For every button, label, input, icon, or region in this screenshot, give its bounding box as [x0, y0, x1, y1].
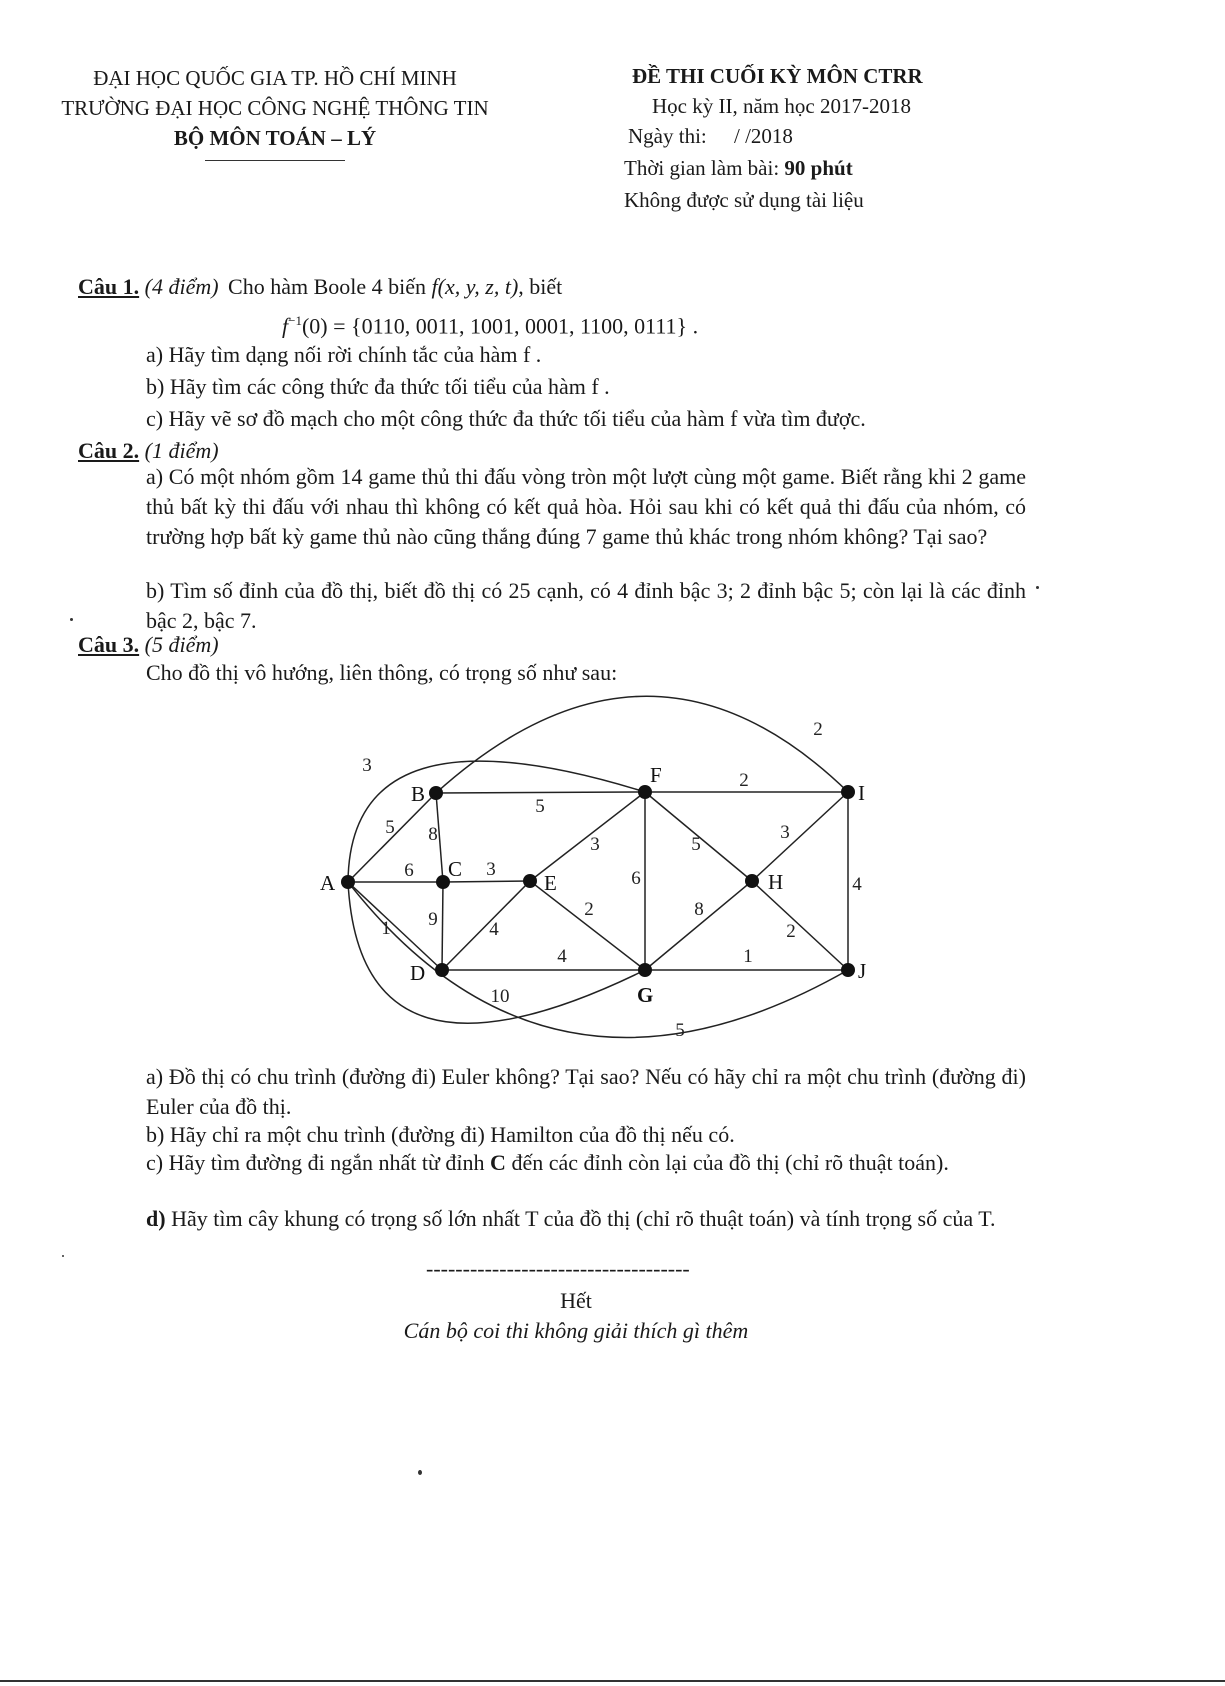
exam-duration-label: Thời gian làm bài: [624, 156, 780, 180]
semester-info: Học kỳ II, năm học 2017-2018 [652, 94, 911, 118]
question-3d-text: Hãy tìm cây khung có trọng số lớn nhất T của đồ thị (chỉ rõ thuật toán) và tính trọng số của T. [171, 1206, 996, 1231]
exam-note: Không được sử dụng tài liệu [624, 188, 864, 212]
scan-speck [70, 618, 73, 621]
graph-edge-a-j [348, 882, 848, 1038]
edge-weight-a-g: 10 [490, 986, 510, 1007]
graph-edge-b-f [436, 792, 645, 793]
question-3c [146, 1148, 1026, 1178]
edge-weight-c-e: 3 [486, 859, 496, 880]
exam-duration-value: 90 phút [784, 156, 853, 180]
vertex-label-e: E [544, 871, 557, 895]
edge-weight-h-i: 3 [780, 822, 790, 843]
edge-weight-c-d: 9 [428, 909, 438, 930]
question-3-label: Câu 3. [78, 632, 140, 657]
scan-edge-line [0, 1680, 1225, 1682]
question-1-intro: Cho hàm Boole 4 biến [228, 274, 427, 299]
vertex-d [435, 963, 449, 977]
question-1-intro-end: , biết [518, 274, 563, 299]
department-name: BỘ MÔN TOÁN – LÝ [173, 126, 377, 150]
question-2a: a) Có một nhóm gồm 14 game thủ thi đấu vòng tròn một lượt cùng một game. Biết rằng khi 2 game thủ bất kỳ thi đấu với nhau thì không có kết quả hòa. Hỏi sau khi có kết quả thi đấu của nhóm, có trường hợp bất kỳ game thủ nào cũng thắng đúng 7 game thủ khác trong nhóm không? Tại sao? [146, 464, 1026, 549]
question-2-points: (1 điểm) [144, 438, 219, 463]
edge-weight-a-f: 3 [362, 755, 372, 776]
graph-edge-c-e [443, 881, 530, 882]
edge-weight-g-j: 1 [743, 946, 753, 967]
vertex-label-c: C [448, 857, 463, 881]
vertex-b [429, 786, 443, 800]
question-3c-vertex: C [490, 1150, 506, 1175]
edge-weight-a-b: 5 [385, 817, 395, 838]
question-1-label: Câu 1. [78, 274, 140, 299]
graph-edge-b-i [436, 696, 848, 793]
proctor-note: Cán bộ coi thi không giải thích gì thêm [403, 1318, 749, 1343]
vertex-e [523, 874, 537, 888]
vertex-g [638, 963, 652, 977]
question-3a: a) Đồ thị có chu trình (đường đi) Euler không? Tại sao? Nếu có hãy chỉ ra một chu trình (đường đi) Euler của đồ thị. [146, 1064, 1026, 1119]
end-separator: ------------------------------------ [426, 1256, 690, 1281]
edge-weight-f-i: 2 [739, 770, 749, 791]
edge-weight-e-g: 2 [584, 899, 594, 920]
question-1c: c) Hãy vẽ sơ đồ mạch cho một công thức đa thức tối tiểu của hàm f vừa tìm được. [146, 406, 866, 431]
vertex-label-g: G [637, 983, 654, 1007]
edge-weight-f-h: 5 [691, 834, 701, 855]
edge-weight-b-f: 5 [535, 796, 545, 817]
graph-edge-h-i [752, 792, 848, 881]
graph-edge-h-j [752, 881, 848, 970]
question-1b: b) Hãy tìm các công thức đa thức tối tiểu của hàm f . [146, 374, 610, 399]
vertex-label-j: J [858, 959, 867, 983]
exam-date-label: Ngày thi: [628, 124, 707, 148]
faculty-name: TRƯỜNG ĐẠI HỌC CÔNG NGHỆ THÔNG TIN [61, 96, 489, 120]
vertex-i [841, 785, 855, 799]
vertex-a [341, 875, 355, 889]
edge-weight-b-i: 2 [813, 719, 823, 740]
end-marker: Hết [560, 1288, 592, 1313]
vertex-h [745, 874, 759, 888]
edge-weight-a-c: 6 [404, 860, 414, 881]
edge-weight-e-f: 3 [590, 834, 600, 855]
vertex-label-d: D [410, 961, 426, 985]
vertex-label-f: F [650, 763, 662, 787]
question-3d-label: d) [146, 1206, 166, 1231]
edge-weight-b-c: 8 [428, 824, 438, 845]
edge-weight-d-g: 4 [557, 946, 567, 967]
question-3d [146, 1204, 1026, 1234]
edge-weight-g-h: 8 [694, 899, 704, 920]
edge-weight-f-g: 6 [631, 868, 641, 889]
question-1-points: (4 điểm) [144, 274, 219, 299]
edge-weight-h-j: 2 [786, 921, 796, 942]
question-3c-pre: c) Hãy tìm đường đi ngắn nhất từ đỉnh [146, 1150, 485, 1175]
question-2-label: Câu 2. [78, 438, 140, 463]
graph-edge-g-h [645, 881, 752, 970]
vertex-label-b: B [411, 782, 426, 806]
vertex-label-a: A [320, 871, 336, 895]
formula-superscript: −1 [288, 313, 302, 328]
edge-weight-a-j: 5 [675, 1020, 685, 1041]
question-3-intro: Cho đồ thị vô hướng, liên thông, có trọng số như sau: [146, 660, 618, 685]
question-1a: a) Hãy tìm dạng nối rời chính tắc của hàm f . [146, 342, 542, 367]
formula-rest: (0) = {0110, 0011, 1001, 0001, 1100, 0111} . [301, 313, 699, 339]
question-3-points: (5 điểm) [144, 632, 219, 657]
scan-speck [418, 1470, 422, 1475]
question-2b: b) Tìm số đỉnh của đồ thị, biết đồ thị có 25 cạnh, có 4 đỉnh bậc 3; 2 đỉnh bậc 5; còn lại là các đỉnh bậc 2, bậc 7. [146, 578, 1026, 633]
question-3b: b) Hãy chỉ ra một chu trình (đường đi) Hamilton của đồ thị nếu có. [146, 1122, 735, 1147]
edge-weight-i-j: 4 [852, 874, 862, 895]
vertex-j [841, 963, 855, 977]
scan-speck [62, 1255, 64, 1257]
formula-function: f [282, 313, 289, 339]
university-name: ĐẠI HỌC QUỐC GIA TP. HỒ CHÍ MINH [93, 66, 457, 90]
vertex-f [638, 785, 652, 799]
scan-speck [1036, 586, 1039, 589]
edge-weight-a-d: 1 [381, 918, 391, 939]
vertex-label-i: I [858, 781, 865, 805]
question-3c-post: đến các đỉnh còn lại của đồ thị (chỉ rõ thuật toán). [511, 1150, 949, 1175]
edge-weight-d-e: 4 [489, 919, 499, 940]
graph-edge-c-d [442, 882, 443, 970]
exam-date-value: / /2018 [734, 124, 793, 148]
graph-edge-d-e [442, 881, 530, 970]
question-1-function: f(x, y, z, t) [431, 274, 519, 299]
graph-edge-e-f [530, 792, 645, 881]
exam-title: ĐỀ THI CUỐI KỲ MÔN CTRR [632, 64, 923, 88]
vertex-label-h: H [768, 870, 784, 894]
